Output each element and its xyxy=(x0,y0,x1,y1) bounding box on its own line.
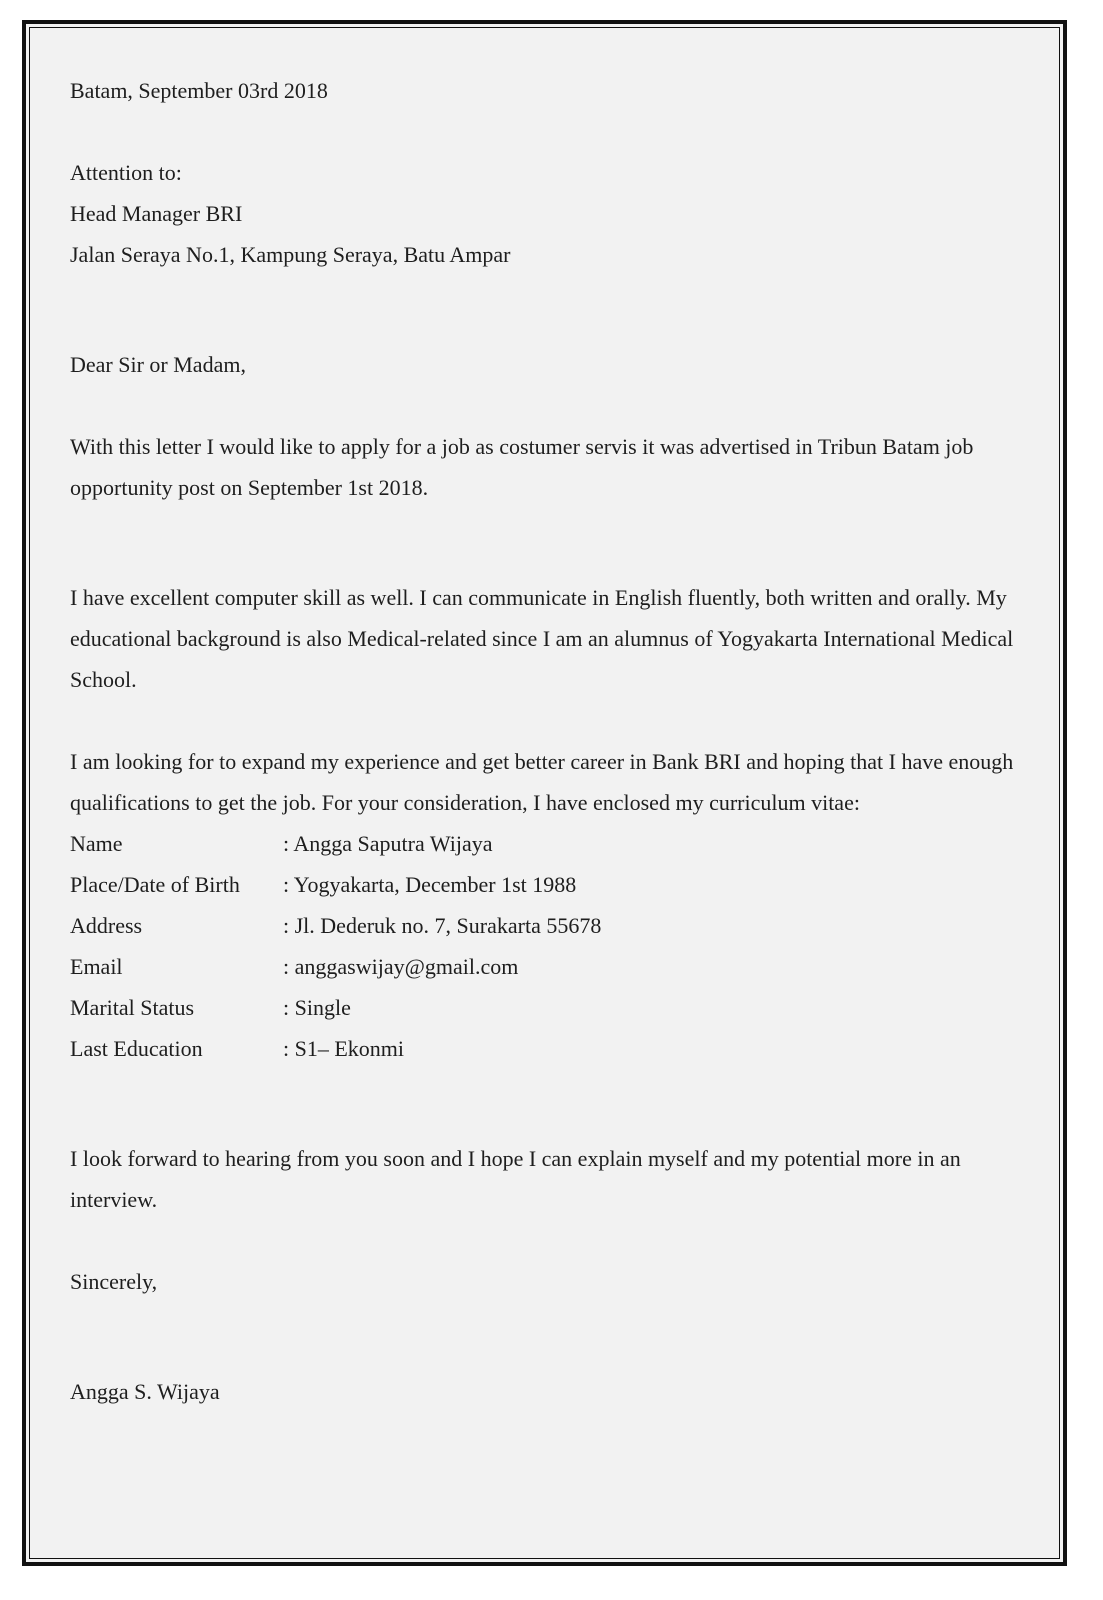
cv-row xyxy=(70,987,1020,1028)
cv-value: : S1– Ekonmi xyxy=(283,1028,404,1069)
recipient-name: Head Manager BRI xyxy=(70,201,243,226)
cv-table xyxy=(70,823,1020,1069)
cv-value: : Yogyakarta, December 1st 1988 xyxy=(283,864,576,905)
cv-row xyxy=(70,864,1020,905)
cv-label: Name xyxy=(70,831,123,856)
signature-name: Angga S. Wijaya xyxy=(70,1379,220,1404)
recipient-address: Jalan Seraya No.1, Kampung Seraya, Batu Ampar xyxy=(70,242,511,267)
paragraph-application: With this letter I would like to apply for a job as costumer servis it was advertised in Tribun Batam job opportunity post on September 1st 2018. xyxy=(70,434,974,500)
cv-value: : Single xyxy=(283,987,351,1028)
recipient-attention: Attention to: xyxy=(70,160,182,185)
recipient-block xyxy=(70,152,1020,275)
cv-value: : anggaswijay@gmail.com xyxy=(283,946,518,987)
cv-label: Last Education xyxy=(70,1036,203,1061)
cv-value: : Jl. Dederuk no. 7, Surakarta 55678 xyxy=(283,905,601,946)
cv-label: Email xyxy=(70,954,123,979)
cv-label: Address xyxy=(70,913,143,938)
letter-body xyxy=(70,70,1020,1412)
cv-row xyxy=(70,1028,1020,1069)
paragraph-career: I am looking for to expand my experience and get better career in Bank BRI and hoping that I have enough qualifications to get the job. For your consideration, I have enclosed my curriculum vitae: xyxy=(70,749,1014,815)
cv-row xyxy=(70,946,1020,987)
cv-label: Marital Status xyxy=(70,995,195,1020)
paragraph-skills: I have excellent computer skill as well. I can communicate in English fluently, both written and orally. My educational background is also Medical-related since I am an alumnus of Yogyakarta International Medical School. xyxy=(70,585,1014,692)
salutation: Dear Sir or Madam, xyxy=(70,352,246,377)
closing: Sincerely, xyxy=(70,1269,158,1294)
cv-label: Place/Date of Birth xyxy=(70,872,240,897)
cv-value: : Angga Saputra Wijaya xyxy=(283,823,493,864)
paragraph-closing: I look forward to hearing from you soon and I hope I can explain myself and my potential more in an interview. xyxy=(70,1146,961,1212)
letter-page xyxy=(22,20,1067,1566)
date-line: Batam, September 03rd 2018 xyxy=(70,78,328,103)
cv-row xyxy=(70,905,1020,946)
cv-row xyxy=(70,823,1020,864)
